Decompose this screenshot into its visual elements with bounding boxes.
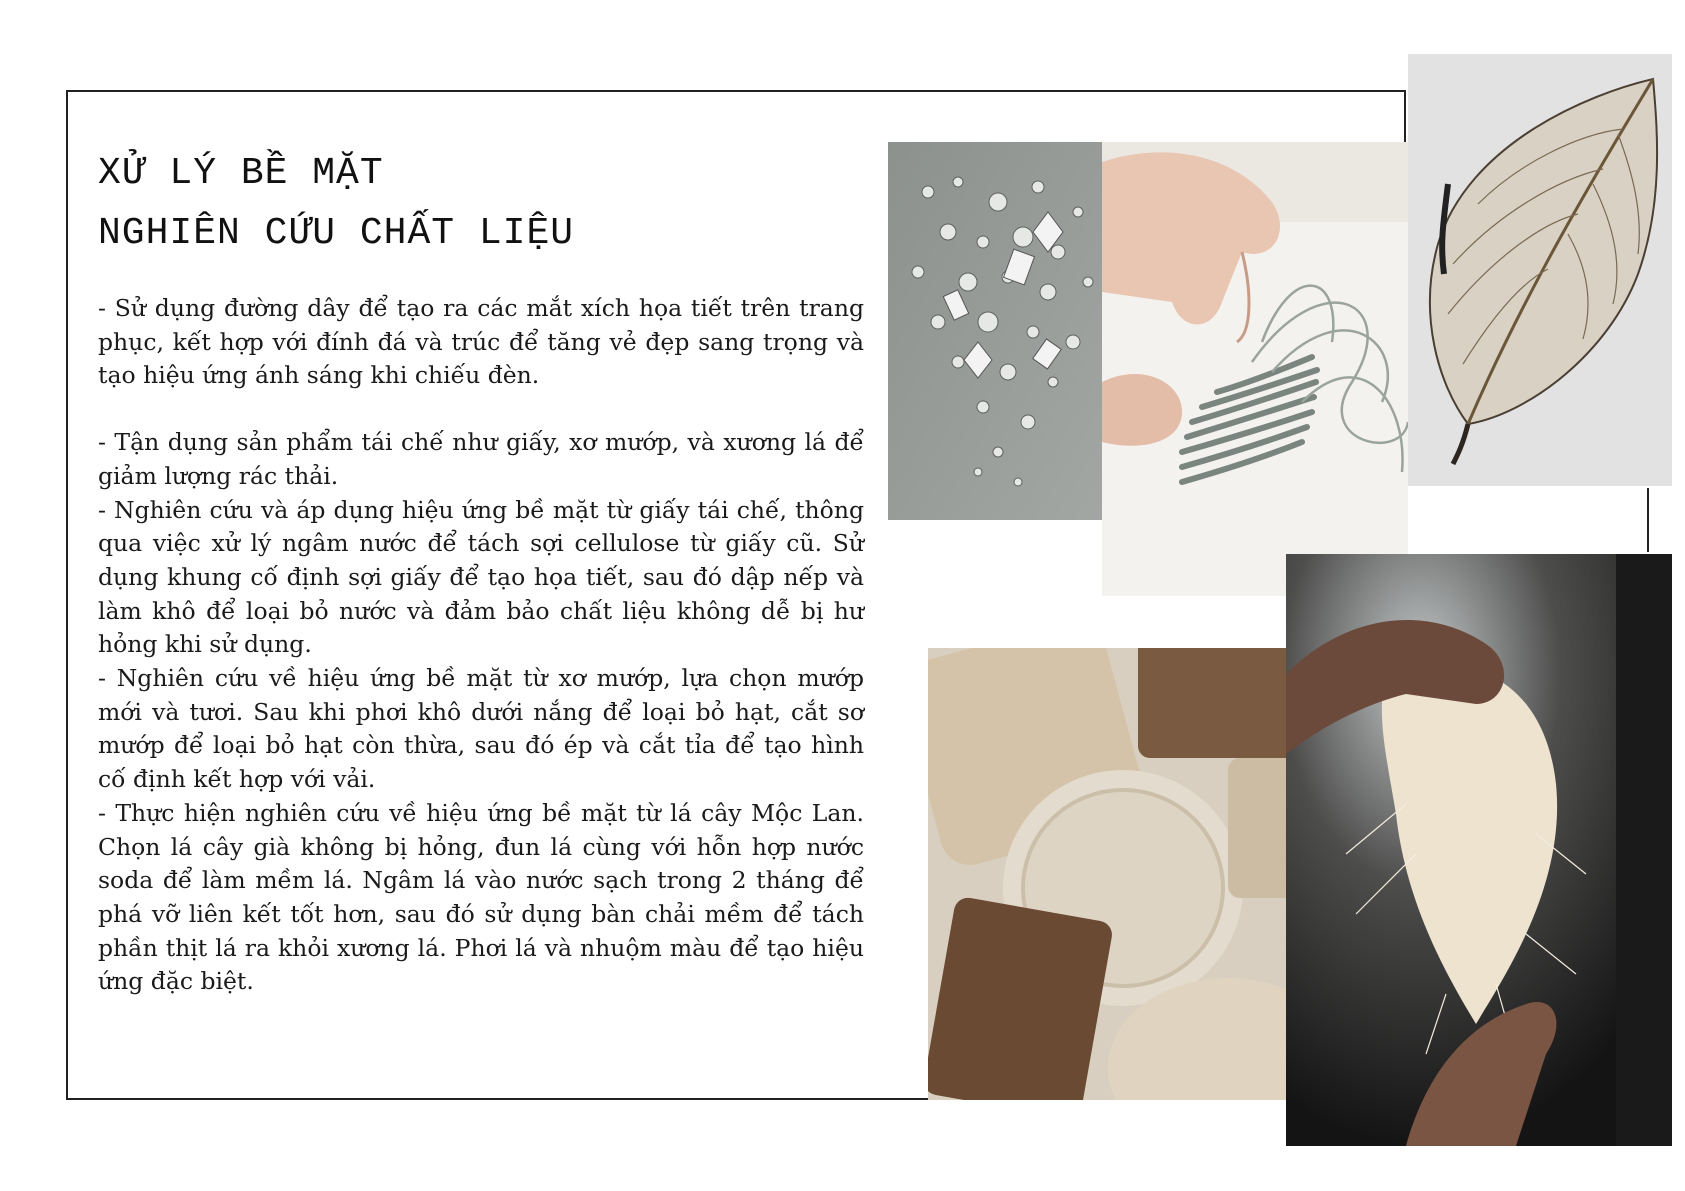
paragraph-recycling: - Tận dụng sản phẩm tái chế như giấy, xơ mướp, và xương lá để giảm lượng rác thải. [98,428,864,490]
paragraph-beading: - Sử dụng đường dây để tạo ra các mắt xích họa tiết trên trang phục, kết hợp với đính đá và trúc để tăng vẻ đẹp sang trọng và tạo hiệu ứng ánh sáng khi chiếu đèn. [98,294,864,390]
crystals-photo [888,142,1106,520]
skeleton-leaf-photo [1408,54,1672,486]
connector-line [1647,488,1649,552]
page-title [98,144,574,264]
cord-sewing-photo [1102,142,1408,596]
paragraph-loofah: - Nghiên cứu về hiệu ứng bề mặt từ xơ mướp, lựa chọn mướp mới và tươi. Sau khi phơi khô dưới nắng để loại bỏ hạt, cắt sơ mướp để loại bỏ hạt còn thừa, sau đó ép và cắt tỉa để tạo hình cố định kết hợp với vải. [98,664,864,794]
paragraph-paper: - Nghiên cứu và áp dụng hiệu ứng bề mặt từ giấy tái chế, thông qua việc xử lý ngâm nước để tách sợi cellulose từ giấy cũ. Sử dụng khung cố định sợi giấy để tạo họa tiết, sau đó dập nếp và làm khô để loại bỏ nước và đảm bảo chất liệu không dễ bị hư hỏng khi sử dụng. [98,495,864,659]
loofah-photo [928,648,1286,1100]
paper-fiber-photo [1286,554,1672,1146]
title-line-2: NGHIÊN CỨU CHẤT LIỆU [98,212,575,255]
paragraph-leaf: - Thực hiện nghiên cứu về hiệu ứng bề mặt từ lá cây Mộc Lan. Chọn lá cây già không bị hỏng, đun lá cùng với hỗn hợp nước soda để làm mềm lá. Ngâm lá vào nước sạch trong 2 tháng để phá vỡ liên kết tốt hơn, sau đó sử dụng bàn chải mềm để tách phần thịt lá ra khỏi xương lá. Phơi lá và nhuộm màu để tạo hiệu ứng đặc biệt. [98,798,864,996]
title-line-1: XỬ LÝ BỀ MẶT [98,152,384,195]
body-text [98,292,864,999]
